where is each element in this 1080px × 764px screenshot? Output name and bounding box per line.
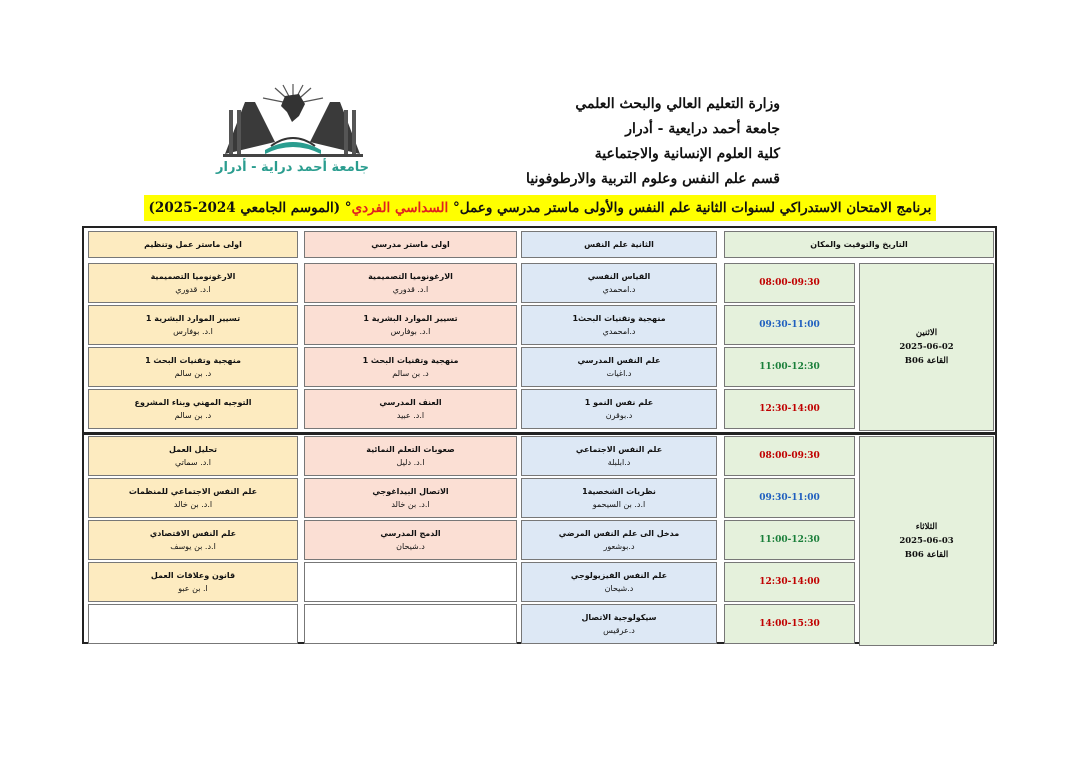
master-school-cell — [304, 263, 517, 303]
instructor-name: ا.د. عبيد — [396, 411, 425, 420]
master-work-cell — [88, 562, 298, 602]
master-school-cell — [304, 347, 517, 387]
instructor-name: ا.د. بن خالد — [173, 500, 213, 509]
time-slot: 11:00-12:30 — [724, 520, 855, 560]
master-work-cell — [88, 520, 298, 560]
subject-name: الدمج المدرسي — [380, 529, 441, 538]
time-slot: 09:30-11:00 — [724, 478, 855, 518]
instructor-name: د.ابلبلة — [607, 458, 631, 467]
subject-name: التوجيه المهني وبناء المشروع — [134, 398, 252, 407]
master-school-cell — [304, 604, 517, 644]
master-school-cell — [304, 520, 517, 560]
ministry-line: وزارة التعليم العالي والبحث العلمي — [575, 96, 780, 112]
master-work-cell — [88, 478, 298, 518]
subject-name: قانون وعلاقات العمل — [150, 571, 236, 580]
instructor-name: د.امحمدي — [602, 327, 636, 336]
department-line: قسم علم النفس وعلوم التربية والارطوفونيا — [526, 171, 780, 187]
subject-name: تحليل العمل — [169, 445, 217, 454]
master-school-cell — [304, 305, 517, 345]
banner-semester: السداسي الفردي — [351, 200, 449, 216]
year2-cell — [521, 436, 717, 476]
subject-name: علم نفس النمو 1 — [584, 398, 654, 407]
banner-text: برنامج الامتحان الاستدراكي لسنوات الثانية علم النفس والأولى ماستر مدرسي وعمل° — [448, 200, 932, 216]
time-slot: 08:00-09:30 — [724, 263, 855, 303]
instructor-name: ا.د. سماتي — [174, 458, 212, 467]
exam-schedule-table — [82, 226, 997, 644]
exam-date: 2025-06-03 — [899, 536, 954, 546]
day-name: الثلاثاء — [915, 522, 938, 532]
instructor-name: د.بوشعور — [603, 542, 635, 551]
instructor-name: د.شيحان — [396, 542, 425, 551]
instructor-name: د. بن سالم — [174, 369, 212, 378]
master-work-cell — [88, 604, 298, 644]
subject-name: مدخل الى علم النفس المرضي — [558, 529, 680, 538]
exam-room: القاعة B06 — [904, 356, 949, 366]
instructor-name: ا. بن عبو — [178, 584, 208, 593]
instructor-name: ا.د. قدوري — [392, 285, 429, 294]
day-name: الاثنين — [915, 328, 938, 338]
time-slot: 12:30-14:00 — [724, 389, 855, 429]
subject-name: العنف المدرسي — [379, 398, 442, 407]
subject-name: الارغونوميا التصميمية — [150, 272, 236, 281]
subject-name: الارغونوميا التصميمية — [368, 272, 453, 281]
subject-name: تسيير الموارد البشرية 1 — [145, 314, 241, 323]
time-slot: 08:00-09:30 — [724, 436, 855, 476]
header-master1-school: اولى ماستر مدرسي — [304, 231, 517, 258]
subject-name: علم النفس الاجتماعي — [575, 445, 663, 454]
subject-name: علم النفس الاجتماعي للمنظمات — [128, 487, 258, 496]
instructor-name: ا.د. بن خالد — [391, 500, 430, 509]
master-work-cell — [88, 305, 298, 345]
exam-room: القاعة B06 — [904, 550, 949, 560]
subject-name: منهجية وتقنيات البحث 1 — [362, 356, 459, 365]
banner-season: ° (الموسم الجامعي 2024-2025) — [148, 200, 352, 216]
master-work-cell — [88, 389, 298, 429]
subject-name: نظريات الشخصية1 — [582, 487, 656, 496]
day-separator — [84, 432, 995, 435]
time-slot: 14:00-15:30 — [724, 604, 855, 644]
header-datetime: التاريخ والتوقيت والمكان — [724, 231, 994, 258]
subject-name: علم النفس المدرسي — [577, 356, 661, 365]
master-work-cell — [88, 436, 298, 476]
year2-cell — [521, 562, 717, 602]
logo-caption: جامعة أحمد دراية - أدرار — [216, 160, 369, 175]
year2-cell — [521, 478, 717, 518]
instructor-name: ا.د. بن يوسف — [170, 542, 216, 551]
master-work-cell — [88, 347, 298, 387]
subject-name: منهجية وتقنيات البحث 1 — [145, 356, 241, 365]
time-slot: 09:30-11:00 — [724, 305, 855, 345]
master-school-cell — [304, 436, 517, 476]
instructor-name: د.عرقيس — [603, 626, 635, 635]
instructor-name: د.شيحان — [604, 584, 634, 593]
day-cell — [859, 263, 994, 431]
instructor-name: ا.د. دليل — [396, 458, 425, 467]
subject-name: منهجية وتقنيات البحث1 — [572, 314, 666, 323]
instructor-name: ا.د. بن السيحمو — [592, 500, 646, 509]
subject-name: الاتصال البيداغوجي — [372, 487, 449, 496]
subject-name: تسيير الموارد البشرية 1 — [363, 314, 458, 323]
time-slot: 11:00-12:30 — [724, 347, 855, 387]
instructor-name: ا.د. بوفارس — [173, 327, 213, 336]
time-slot: 12:30-14:00 — [724, 562, 855, 602]
exam-date: 2025-06-02 — [899, 342, 954, 352]
ministry-header — [440, 92, 780, 192]
university-line: جامعة أحمد درايعية - أدرار — [625, 121, 780, 137]
instructor-name: ا.د. بوفارس — [390, 327, 431, 336]
header-year2-psychology: الثانية علم النفس — [521, 231, 717, 258]
subject-name: القياس النفسي — [587, 272, 651, 281]
year2-cell — [521, 604, 717, 644]
master-school-cell — [304, 562, 517, 602]
header-master1-work: اولى ماستر عمل وتنظيم — [88, 231, 298, 258]
exam-title-banner — [144, 195, 936, 221]
year2-cell — [521, 263, 717, 303]
instructor-name: د.اغيات — [606, 369, 632, 378]
instructor-name: د. بن سالم — [174, 411, 212, 420]
year2-cell — [521, 347, 717, 387]
master-work-cell — [88, 263, 298, 303]
faculty-line: كلية العلوم الإنسانية والاجتماعية — [594, 146, 780, 162]
day-cell — [859, 436, 994, 646]
instructor-name: د.بوقرن — [605, 411, 633, 420]
instructor-name: د. بن سالم — [392, 369, 429, 378]
subject-name: علم النفس الفيزيولوجي — [570, 571, 668, 580]
subject-name: سيكولوجية الاتصال — [581, 613, 657, 622]
year2-cell — [521, 305, 717, 345]
instructor-name: د.امحمدي — [602, 285, 636, 294]
master-school-cell — [304, 478, 517, 518]
master-school-cell — [304, 389, 517, 429]
year2-cell — [521, 520, 717, 560]
subject-name: علم النفس الاقتصادي — [149, 529, 237, 538]
subject-name: صعوبات التعلم النمائية — [366, 445, 455, 454]
instructor-name: ا.د. قدوري — [175, 285, 211, 294]
year2-cell — [521, 389, 717, 429]
